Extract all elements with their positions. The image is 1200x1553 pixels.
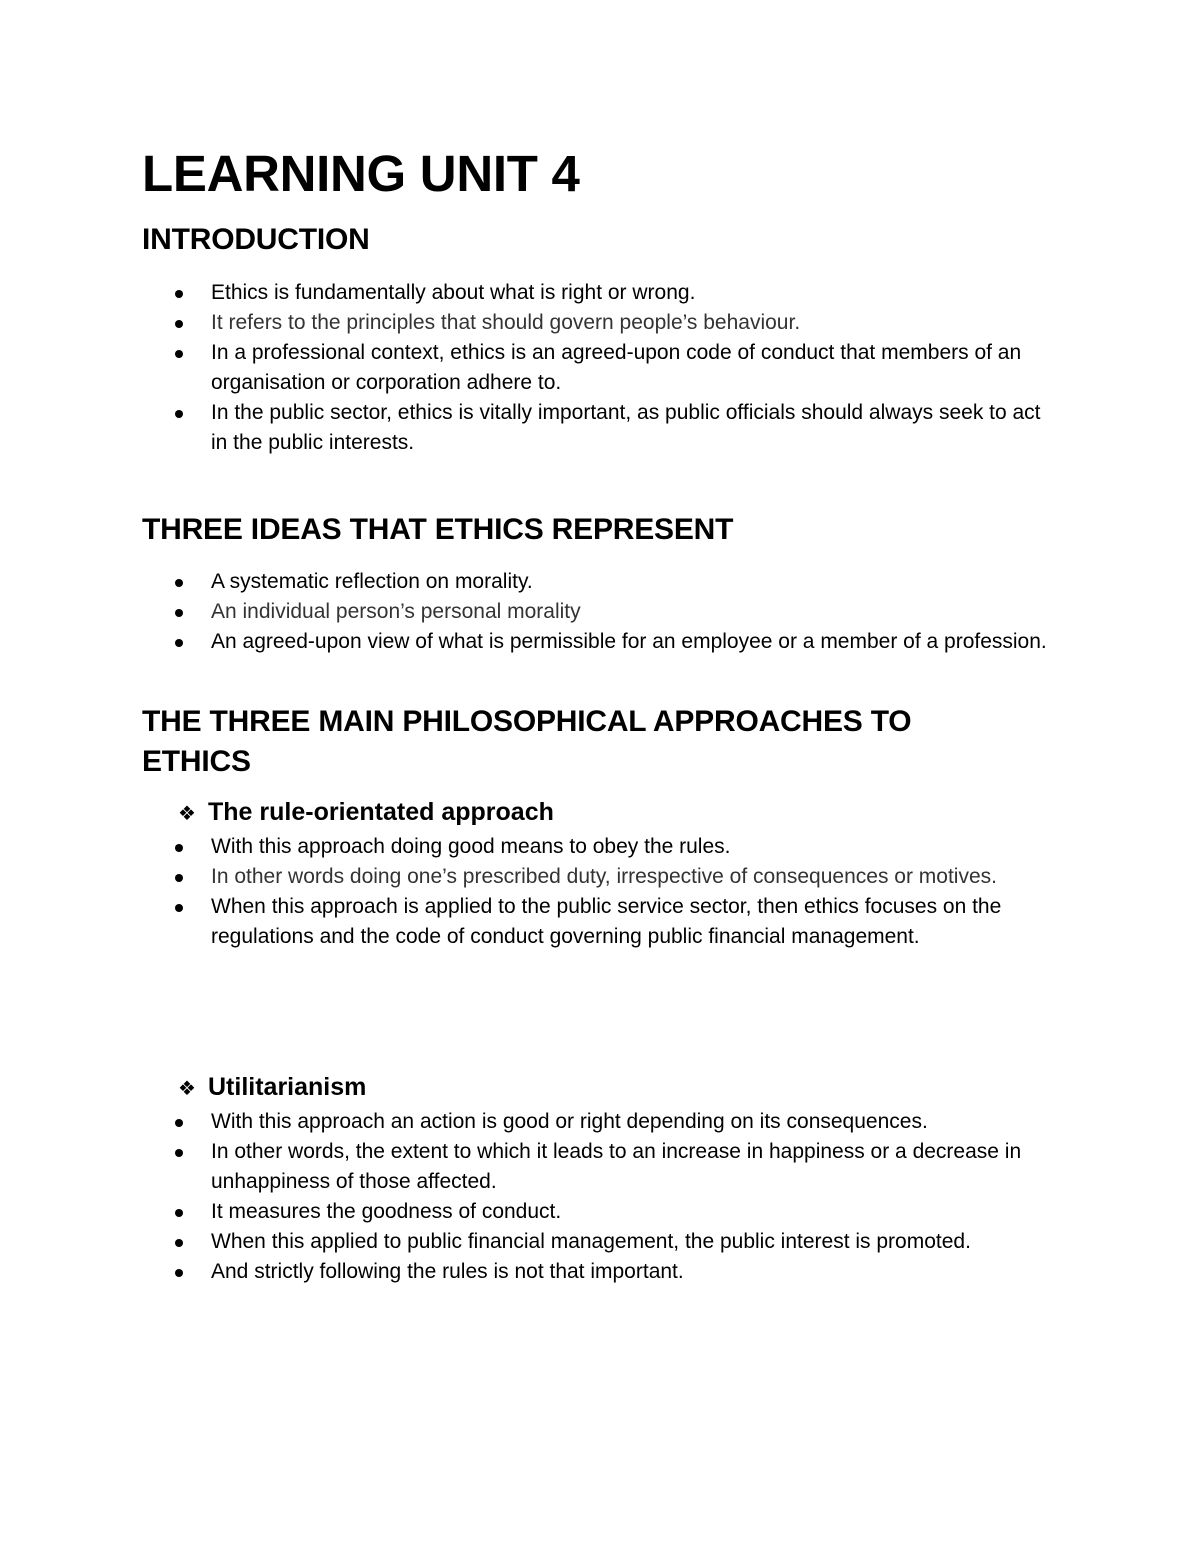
list-item: In other words doing one’s prescribed duty, irrespective of consequences or motives. <box>0 862 1051 892</box>
list-item: In a professional context, ethics is an agreed-upon code of conduct that members of an organisation or corporation adhere to. <box>0 338 1051 398</box>
bullet-icon <box>175 290 183 298</box>
page-title: LEARNING UNIT 4 <box>142 145 580 202</box>
diamond-bullet-icon: ❖ <box>178 803 196 825</box>
bullet-icon <box>175 874 183 882</box>
list-item: And strictly following the rules is not that important. <box>0 1257 1051 1287</box>
bullet-icon <box>175 579 183 587</box>
list-item: It refers to the principles that should govern people’s behaviour. <box>0 308 1051 338</box>
list-item: A systematic reflection on morality. <box>0 567 1051 597</box>
list-item: It measures the goodness of conduct. <box>0 1197 1051 1227</box>
utilitarianism-heading: ❖ Utilitarianism <box>178 1071 366 1105</box>
list-item: When this applied to public financial management, the public interest is promoted. <box>0 1227 1051 1257</box>
list-item: An individual person’s personal morality <box>0 597 1051 627</box>
introduction-list <box>0 278 1200 458</box>
diamond-bullet-icon: ❖ <box>178 1078 196 1100</box>
bullet-icon <box>175 639 183 647</box>
bullet-icon <box>175 844 183 852</box>
rule-oriented-heading: ❖ The rule-orientated approach <box>178 796 554 830</box>
utilitarianism-list <box>0 1107 1200 1287</box>
list-item: Ethics is fundamentally about what is right or wrong. <box>0 278 1051 308</box>
list-item: In other words, the extent to which it leads to an increase in happiness or a decrease in unhappiness of those affected. <box>0 1137 1051 1197</box>
bullet-icon <box>175 1209 183 1217</box>
bullet-icon <box>175 350 183 358</box>
rule-oriented-list <box>0 832 1200 952</box>
three-ideas-list <box>0 567 1200 657</box>
list-item: An agreed-upon view of what is permissible for an employee or a member of a profession. <box>0 627 1051 657</box>
list-item: With this approach an action is good or right depending on its consequences. <box>0 1107 1051 1137</box>
bullet-icon <box>175 1119 183 1127</box>
bullet-icon <box>175 904 183 912</box>
three-ideas-heading: THREE IDEAS THAT ETHICS REPRESENT <box>142 513 734 546</box>
list-item: In the public sector, ethics is vitally important, as public officials should always seek to act in the public interests. <box>0 398 1051 458</box>
bullet-icon <box>175 609 183 617</box>
bullet-icon <box>175 1239 183 1247</box>
list-item: When this approach is applied to the public service sector, then ethics focuses on the regulations and the code of conduct governing public financial management. <box>0 892 1051 952</box>
bullet-icon <box>175 410 183 418</box>
introduction-heading: INTRODUCTION <box>142 223 370 256</box>
bullet-icon <box>175 1269 183 1277</box>
bullet-icon <box>175 1149 183 1157</box>
approaches-heading: THE THREE MAIN PHILOSOPHICAL APPROACHES TO ETHICS <box>142 705 912 778</box>
bullet-icon <box>175 320 183 328</box>
list-item: With this approach doing good means to obey the rules. <box>0 832 1051 862</box>
